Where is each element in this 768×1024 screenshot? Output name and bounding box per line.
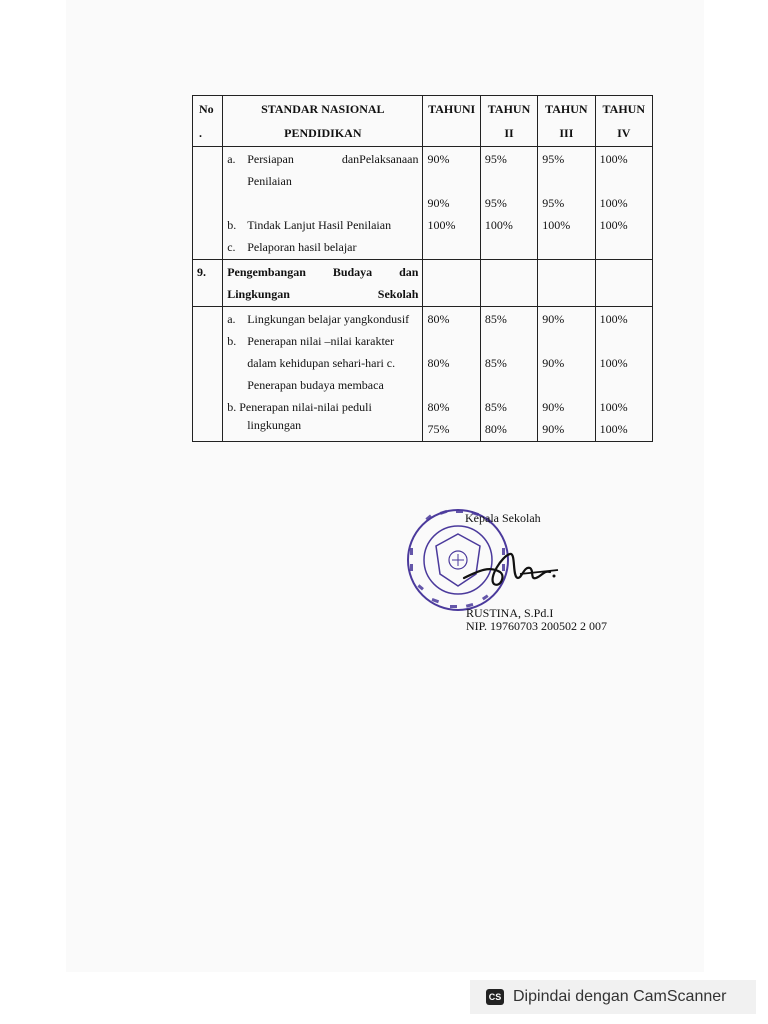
camscanner-badge — [470, 980, 756, 1014]
camscanner-label: Dipindai dengan CamScanner — [513, 988, 727, 1005]
list-item: a. Persiapan danPelaksanaan Penilaian — [227, 152, 419, 188]
header-standard: STANDAR NASIONAL PENDIDIKAN — [223, 96, 423, 147]
header-year-2: TAHUN II — [480, 96, 537, 147]
section-number: 9. — [193, 260, 223, 307]
list-item: b. Tindak Lanjut Hasil Penilaian — [227, 218, 392, 232]
culture-items: a. Lingkungan belajar yangkondusif b. Penerapan nilai –nilai karakter dalam kehidupan sehari-hari c. Penerapan budaya membaca b. Penerapan nilai-nilai peduli lingkungan — [223, 307, 423, 442]
standards-table — [192, 95, 653, 442]
principal-nip: NIP. 19760703 200502 2 007 — [466, 619, 608, 633]
header-year-4: TAHUN IV — [595, 96, 652, 147]
list-item: b. Penerapan nilai-nilai peduli — [227, 400, 372, 414]
camscanner-icon: CS — [486, 989, 504, 1005]
list-item: a. Lingkungan belajar yangkondusif — [227, 312, 410, 326]
section-title: Pengembangan Budaya dan Lingkungan Sekolah — [223, 260, 423, 307]
table-row: a. Lingkungan belajar yangkondusif b. Penerapan nilai –nilai karakter dalam kehidupan sehari-hari c. Penerapan budaya membaca b. Penerapan nilai-nilai peduli lingkungan 80% 80% 80% 75% 85% 85% 85% 80% 90% 90% 90% 90% 100% 100% 100% 100% — [193, 307, 653, 442]
principal-name: RUSTINA, S.Pd.I — [466, 606, 554, 620]
assessment-items — [223, 147, 423, 260]
header-year-1: TAHUNI — [423, 96, 480, 147]
table-header-row — [193, 96, 653, 147]
list-item: c. Pelaporan hasil belajar — [227, 240, 357, 254]
handwritten-signature-icon — [460, 548, 560, 594]
list-item: b. Penerapan nilai –nilai karakter — [227, 334, 395, 348]
signature-title: Kepala Sekolah — [465, 511, 541, 525]
table-row: a. Persiapan danPelaksanaan Penilaian b. Tindak Lanjut Hasil Penilaian c. Pelaporan hasil belajar 90% 90% 100% 95% 95% 100% 95% 95% 100% 100% 100% 100% — [193, 147, 653, 260]
header-year-3: TAHUN III — [538, 96, 595, 147]
table-row-section-9 — [193, 260, 653, 307]
header-no: No . — [193, 96, 223, 147]
